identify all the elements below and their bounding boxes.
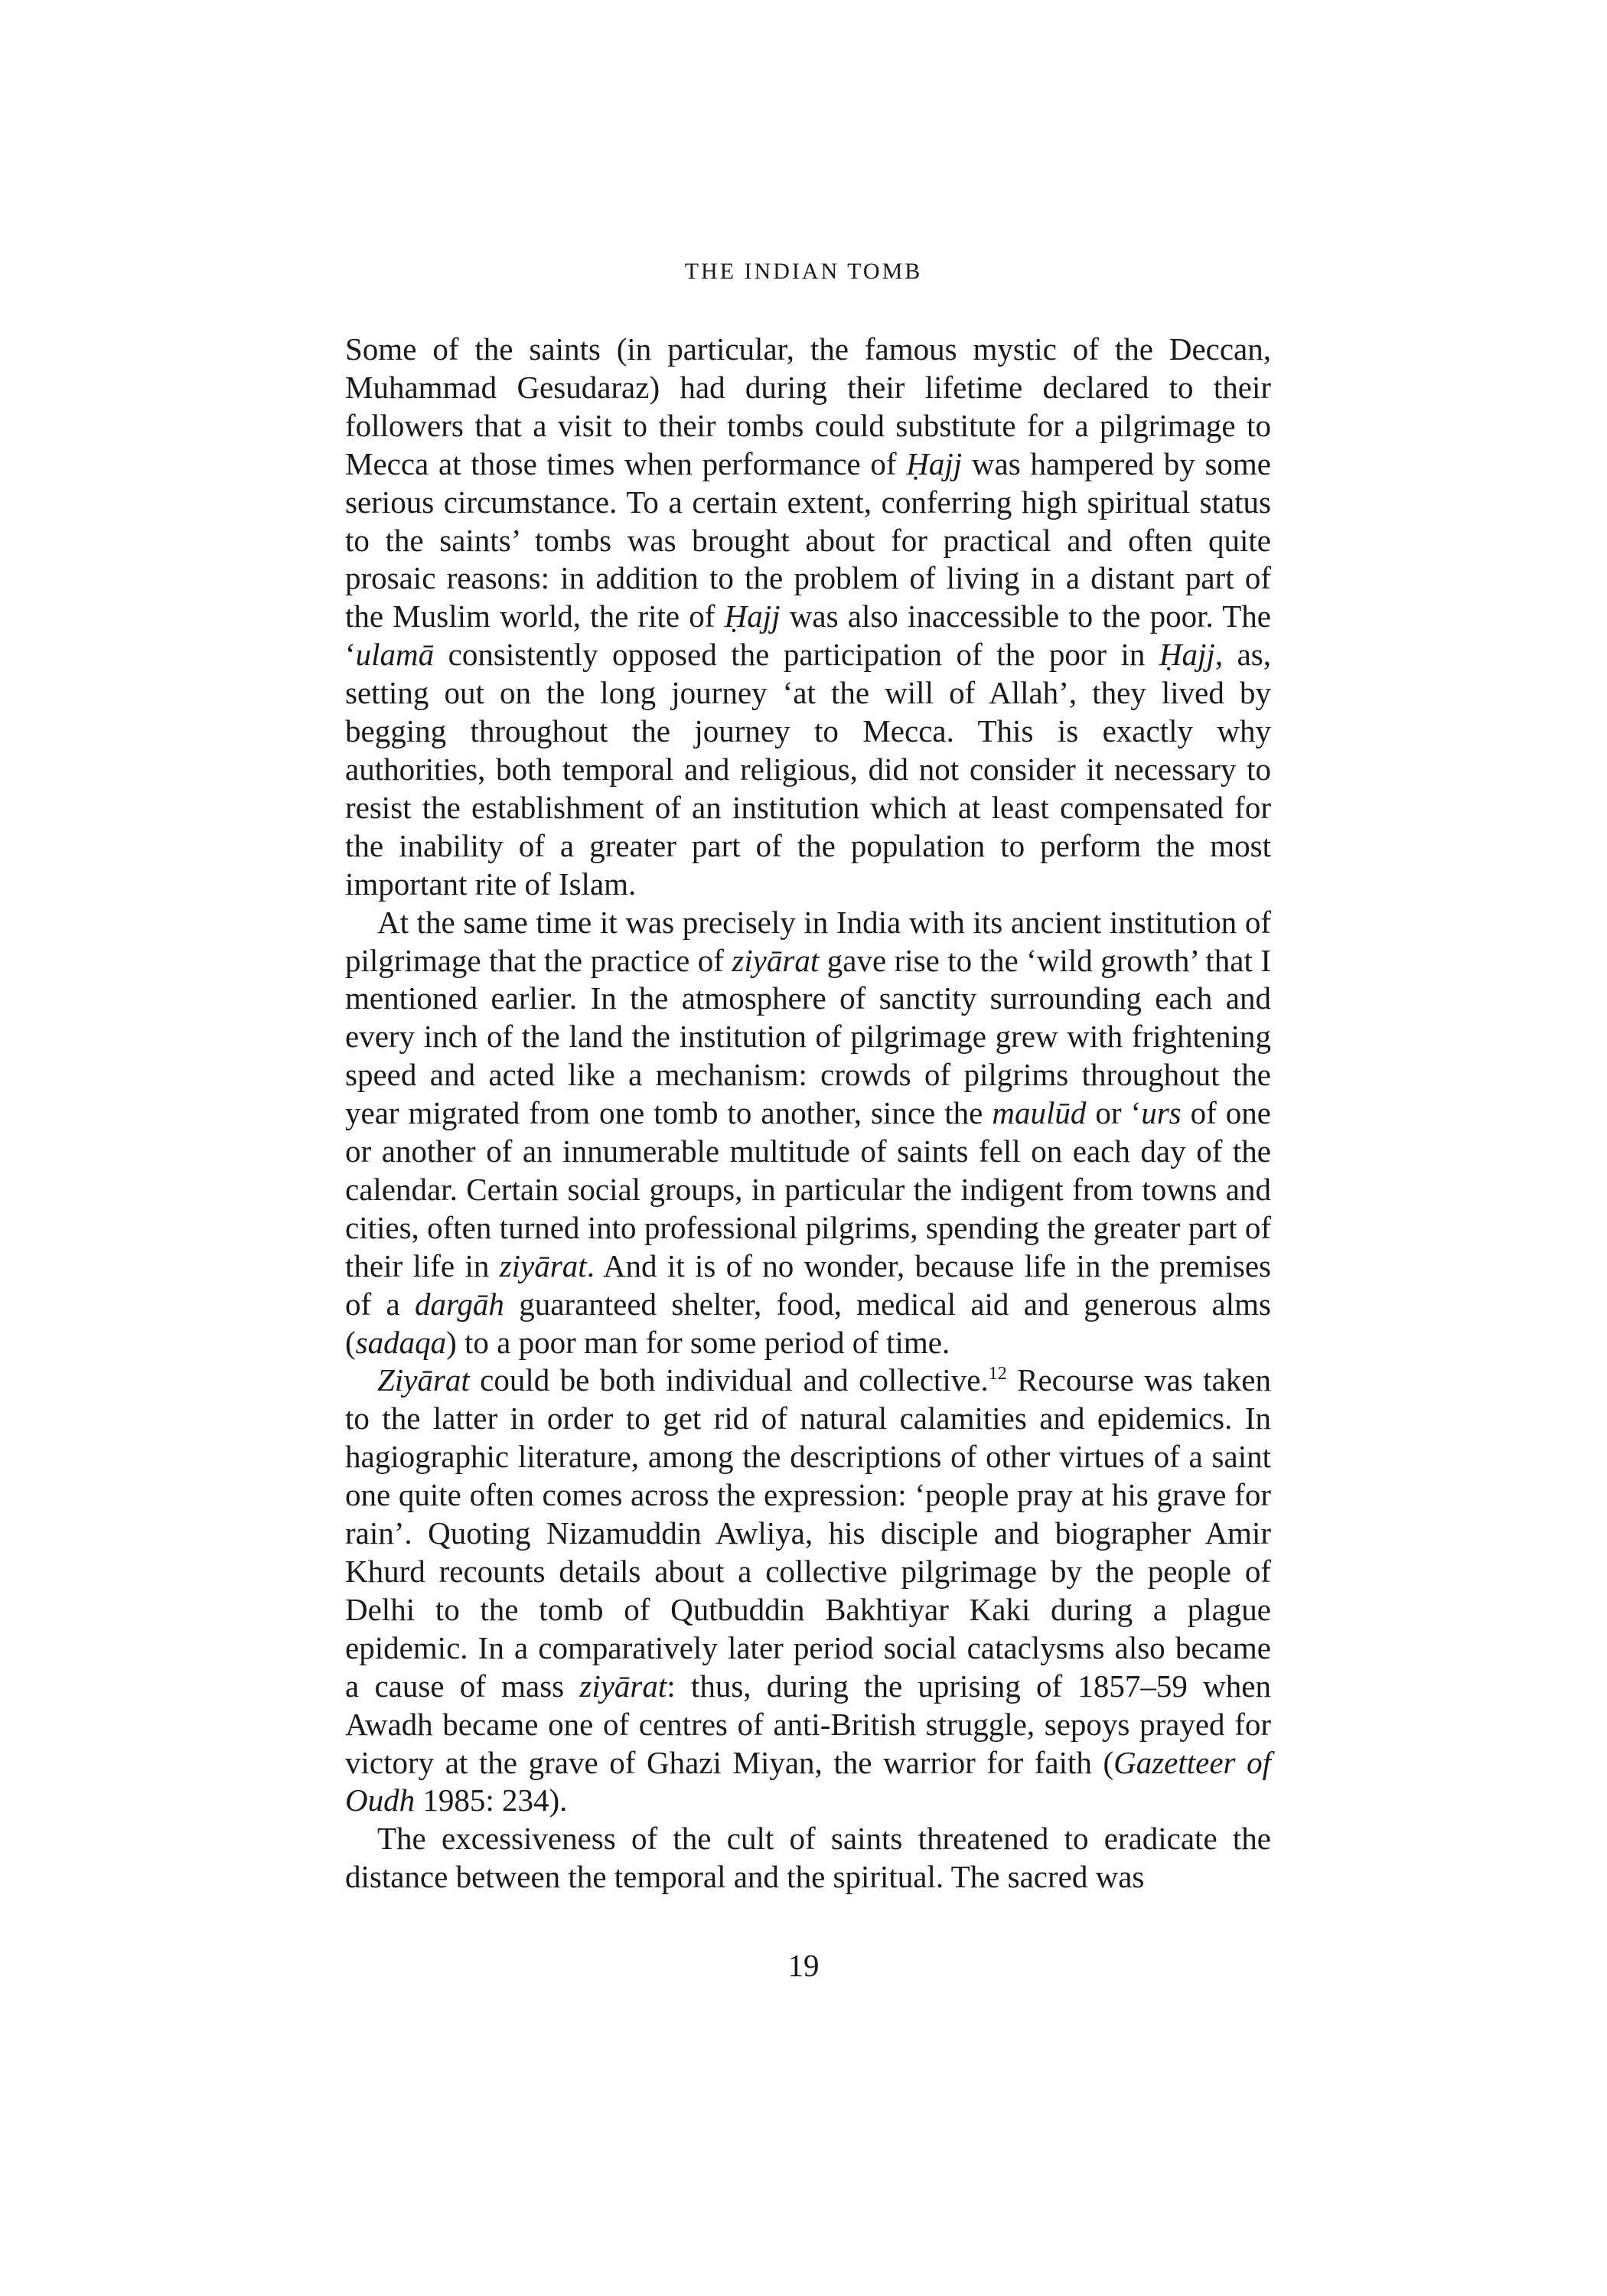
text-run: Recourse was taken to the latter in order to get rid of natural calamities and epidemics. In hagiographic literature, among the descriptions of other virtues of a saint one quite often comes across the expression: ‘people pray at his grave for rain’. Quoting Nizamuddin Awliya, his disciple and biographer Amir Khurd recounts details about a collective pilgrimage by the people of Delhi to the tomb of Qutbuddin Bakhtiyar Kaki during a plague epidemic. In a comparatively later period social cataclysms also became a cause of mass bbox=[345, 1362, 1271, 1704]
italic-term: dargāh bbox=[414, 1286, 504, 1322]
text-run: consistently opposed the participation of the poor in bbox=[434, 637, 1159, 673]
italic-term: ziyārat bbox=[732, 942, 820, 978]
text-run: . And it is of no wonder, because life in the premises of a bbox=[345, 1247, 1271, 1322]
italic-term: maulūd bbox=[992, 1095, 1087, 1131]
italic-term: Ḥajj bbox=[906, 445, 963, 481]
body-text bbox=[345, 331, 1271, 1896]
paragraph bbox=[345, 904, 1271, 1362]
text-run: 1985: 234). bbox=[415, 1782, 568, 1818]
running-head: THE INDIAN TOMB bbox=[684, 259, 923, 284]
text-run: : thus, during the uprising of 1857–59 when Awadh became one of centres of anti-British struggle, sepoys prayed for victory at the grave of Ghazi Miyan, the warrior for faith ( bbox=[345, 1668, 1271, 1780]
italic-term: Ḥajj bbox=[1159, 637, 1215, 673]
text-run: At the same time it was precisely in India with its ancient institution of pilgrimage that the practice of bbox=[345, 904, 1271, 978]
paragraph bbox=[345, 331, 1271, 904]
italic-term: Gazetteer of Oudh bbox=[345, 1744, 1271, 1818]
text-run: of one or another of an innumerable multitude of saints fell on each day of the calendar. Certain social groups, in particular the indigent from towns and cities, often turned into professional pilgrims, spending the greater part of their life in bbox=[345, 1095, 1271, 1283]
italic-term: urs bbox=[1141, 1095, 1182, 1131]
italic-term: Ḥajj bbox=[724, 598, 781, 634]
text-run: was hampered by some serious circumstance. To a certain extent, conferring high spiritual status to the saints’ tombs was brought about for practical and often quite prosaic reasons: in addition to the problem of living in a distant part of the Muslim world, the rite of bbox=[345, 445, 1271, 634]
text-run: Some of the saints (in particular, the famous mystic of the Deccan, Muhammad Gesudaraz) had during their lifetime declared to their followers that a visit to their tombs could substitute for a pilgrimage to Mecca at those times when performance of bbox=[345, 331, 1271, 481]
text-run: was also inaccessible to the poor. The ‘ bbox=[345, 598, 1271, 673]
italic-term: ziyārat bbox=[579, 1668, 667, 1704]
text-run: ) to a poor man for some period of time. bbox=[446, 1324, 950, 1360]
text-run: , as, setting out on the long journey ‘at the will of Allah’, they lived by begging throughout the journey to Mecca. This is exactly why authorities, both temporal and religious, did not consider it necessary to resist the establishment of an institution which at least compensated for the inability of a greater part of the population to perform the most important rite of Islam. bbox=[345, 637, 1271, 902]
footnote-ref[interactable]: 12 bbox=[988, 1364, 1007, 1384]
text-run: or ‘ bbox=[1086, 1095, 1142, 1131]
text-run: guaranteed shelter, food, medical aid and generous alms ( bbox=[345, 1286, 1271, 1360]
text-run: could be both individual and collective. bbox=[469, 1362, 989, 1398]
italic-term: ulamā bbox=[355, 637, 435, 673]
paragraph bbox=[345, 1362, 1271, 1820]
page-number: 19 bbox=[787, 1948, 820, 1983]
text-run: gave rise to the ‘wild growth’ that I mentioned earlier. In the atmosphere of sanctity surrounding each and every inch of the land the institution of pilgrimage grew with frightening speed and acted like a mechanism: crowds of pilgrims throughout the year migrated from one tomb to another, since the bbox=[345, 942, 1272, 1131]
text-run: The excessiveness of the cult of saints threatened to eradicate the distance between the temporal and the spiritual. The sacred was bbox=[345, 1821, 1271, 1895]
italic-term: sadaqa bbox=[355, 1324, 447, 1360]
paragraph bbox=[345, 1820, 1271, 1896]
italic-term: Ziyārat bbox=[377, 1362, 470, 1398]
italic-term: ziyārat bbox=[499, 1247, 587, 1283]
